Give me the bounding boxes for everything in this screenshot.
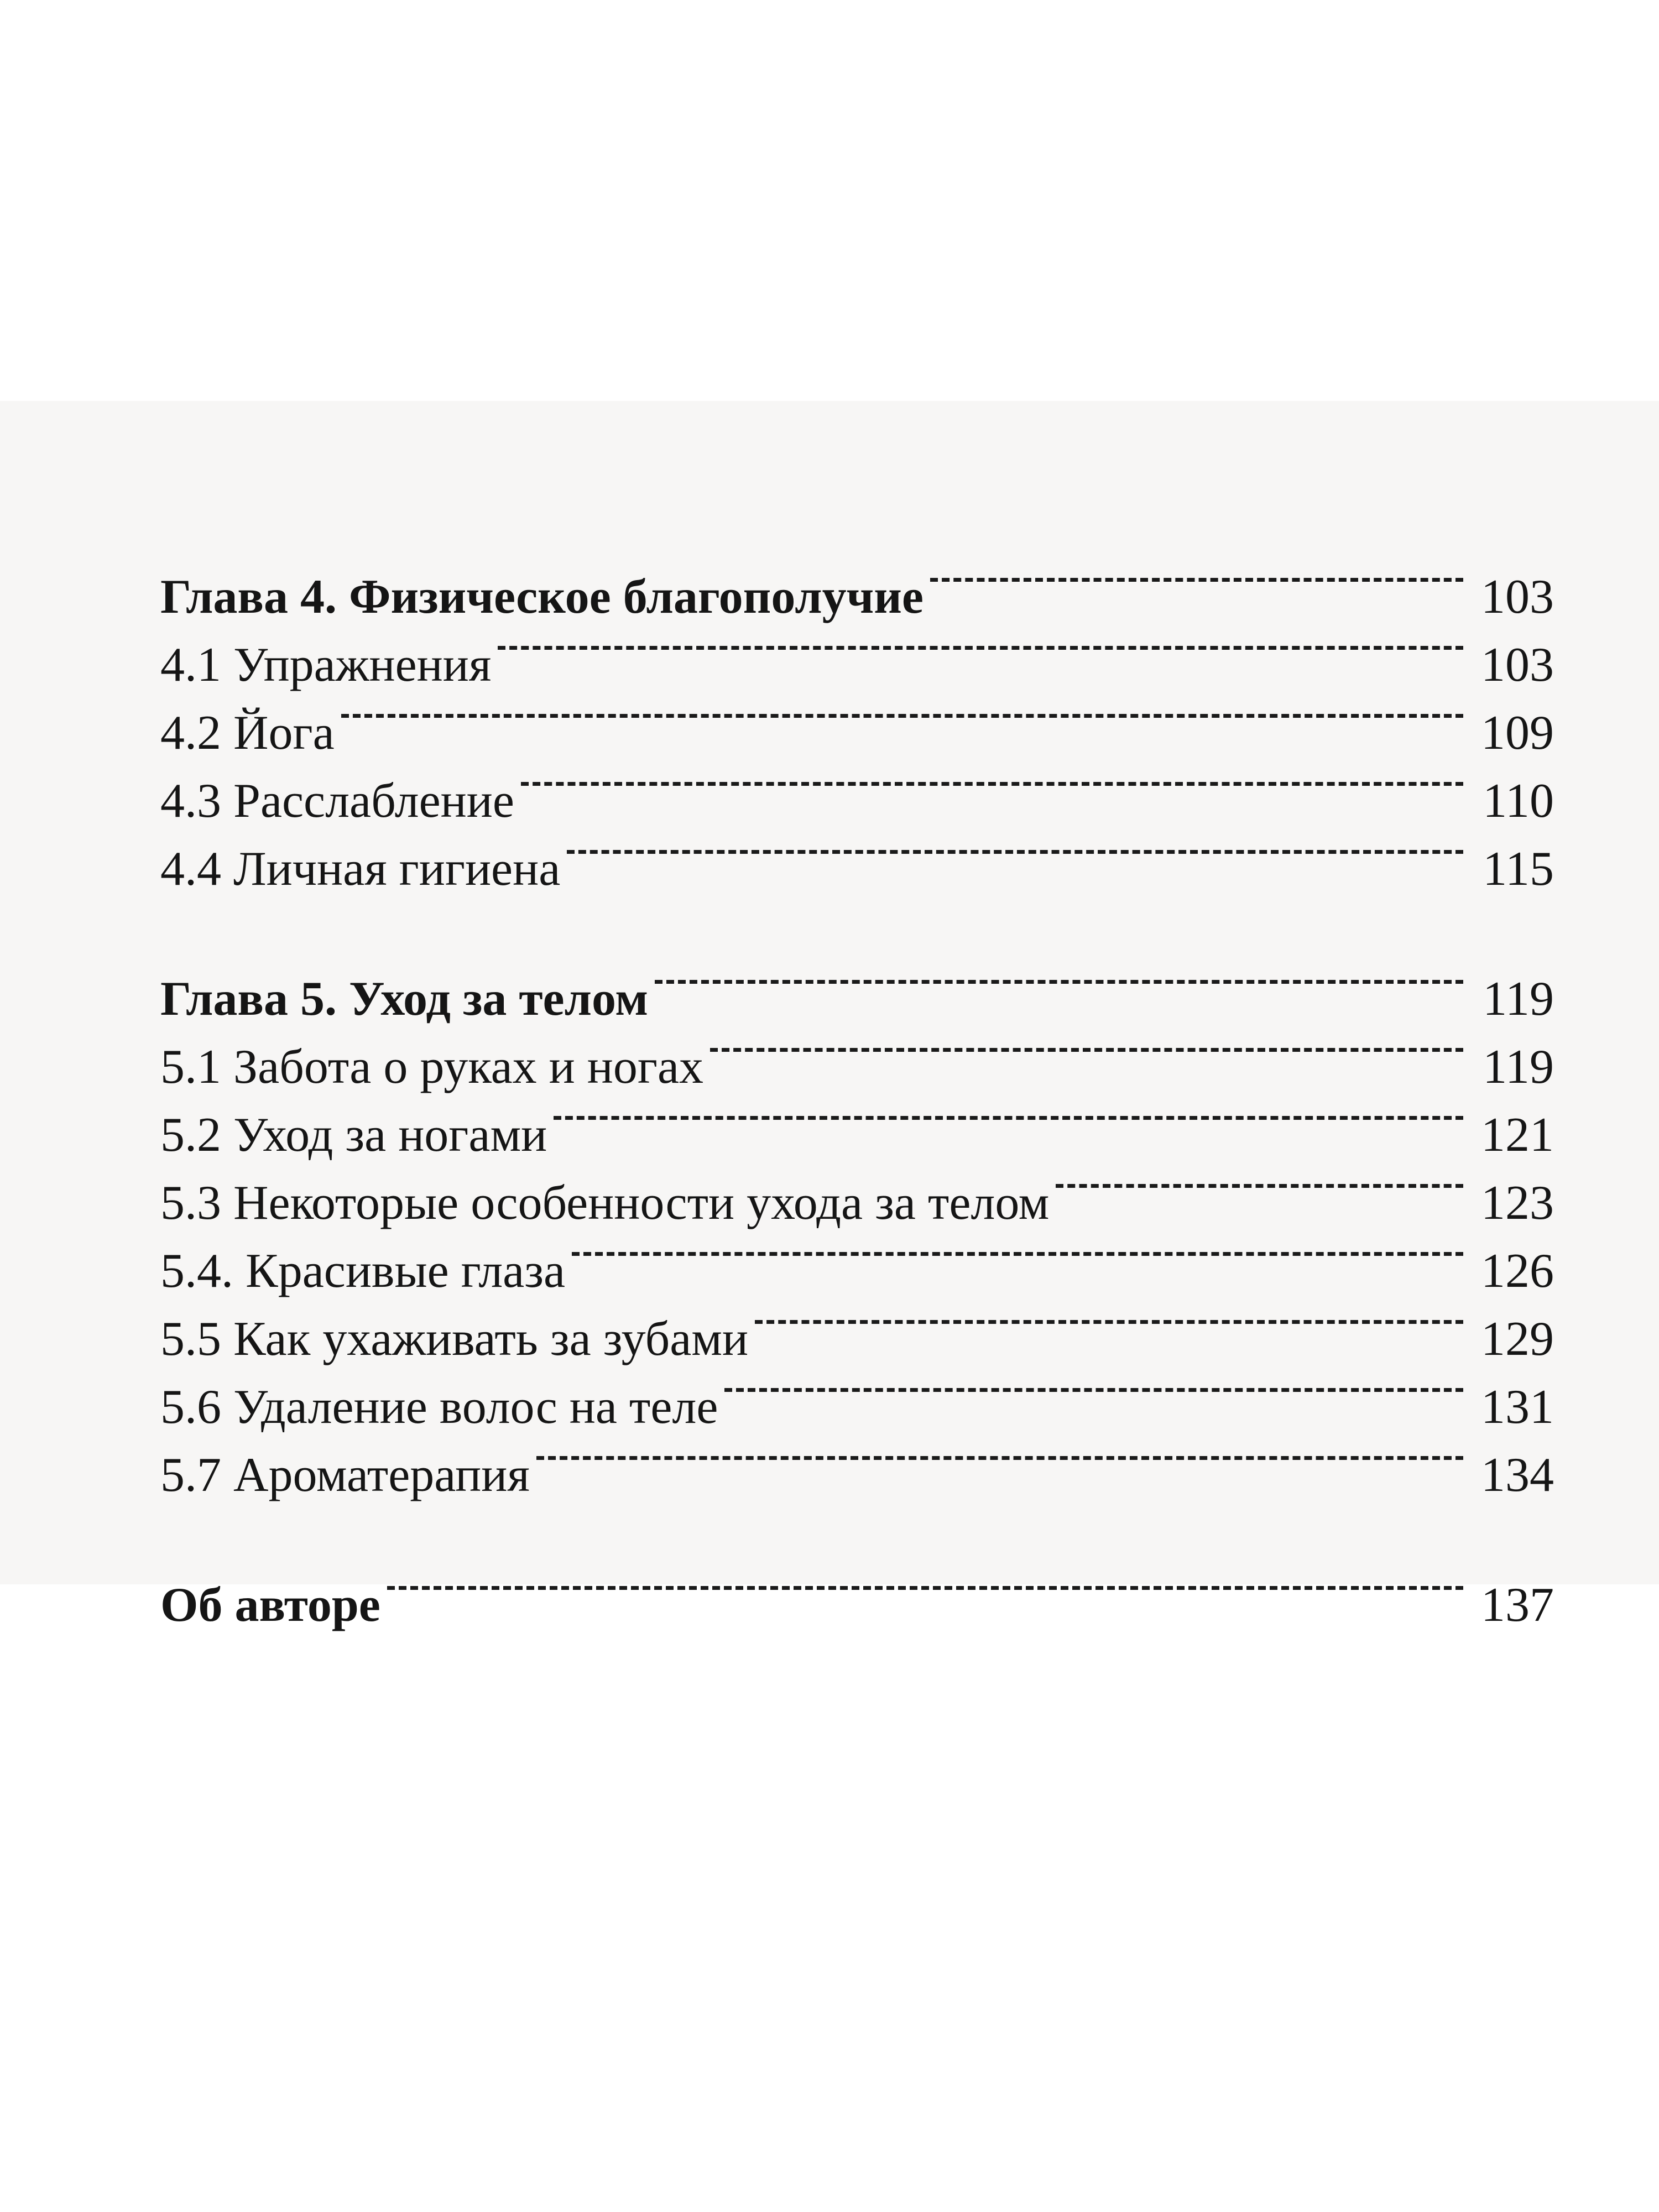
page-number: 126 <box>1481 1244 1554 1298</box>
entry-title: 5.4. Красивые глаза <box>160 1244 566 1298</box>
dot-leader <box>554 1083 1463 1151</box>
dot-leader <box>498 613 1463 681</box>
dot-leader <box>724 1355 1463 1423</box>
entry-title: 5.6 Удаление волос на теле <box>160 1380 718 1434</box>
chapter-title: Глава 4. Физическое благополучие <box>160 570 924 624</box>
entry-title: 4.2 Йога <box>160 706 335 760</box>
page-number: 134 <box>1481 1448 1554 1502</box>
entry-title: 5.1 Забота о руках и ногах <box>160 1040 704 1094</box>
entry-title: 4.4 Личная гигиена <box>160 842 561 896</box>
dot-leader <box>755 1287 1463 1355</box>
page-number: 115 <box>1483 842 1554 896</box>
entry-title: 5.7 Ароматерапия <box>160 1448 530 1502</box>
toc-about-author <box>160 1553 1554 1632</box>
page-number: 109 <box>1481 706 1554 760</box>
page-number: 123 <box>1481 1176 1554 1230</box>
page-number: 119 <box>1483 1040 1554 1094</box>
page-number: 103 <box>1481 570 1554 624</box>
entry-title: 5.2 Уход за ногами <box>160 1108 547 1162</box>
entry-title: 5.5 Как ухаживать за зубами <box>160 1312 749 1366</box>
table-of-contents <box>160 545 1554 1632</box>
entry-title: 5.3 Некоторые особенности ухода за телом <box>160 1176 1050 1230</box>
page-number: 119 <box>1483 972 1554 1026</box>
dot-leader <box>387 1553 1463 1621</box>
entry-title: 4.1 Упражнения <box>160 638 492 692</box>
book-page <box>0 401 1659 1632</box>
toc-entry <box>160 681 1554 760</box>
dot-leader <box>521 749 1463 817</box>
dot-leader <box>930 545 1463 613</box>
dot-leader <box>710 1015 1463 1083</box>
dot-leader <box>655 947 1463 1015</box>
dot-leader <box>341 681 1463 749</box>
dot-leader <box>567 817 1463 885</box>
page-number: 103 <box>1481 638 1554 692</box>
toc-chapter-5 <box>160 947 1554 1026</box>
page-number: 121 <box>1481 1108 1554 1162</box>
dot-leader <box>1056 1151 1463 1219</box>
chapter-title: Об авторе <box>160 1578 380 1632</box>
dot-leader <box>536 1423 1463 1491</box>
toc-entry <box>160 749 1554 828</box>
chapter-title: Глава 5. Уход за телом <box>160 972 649 1026</box>
page-number: 110 <box>1483 774 1554 828</box>
toc-chapter-4 <box>160 545 1554 624</box>
page-number: 137 <box>1481 1578 1554 1632</box>
page-number: 129 <box>1481 1312 1554 1366</box>
page-number: 131 <box>1481 1380 1554 1434</box>
dot-leader <box>572 1219 1463 1287</box>
entry-title: 4.3 Расслабление <box>160 774 514 828</box>
